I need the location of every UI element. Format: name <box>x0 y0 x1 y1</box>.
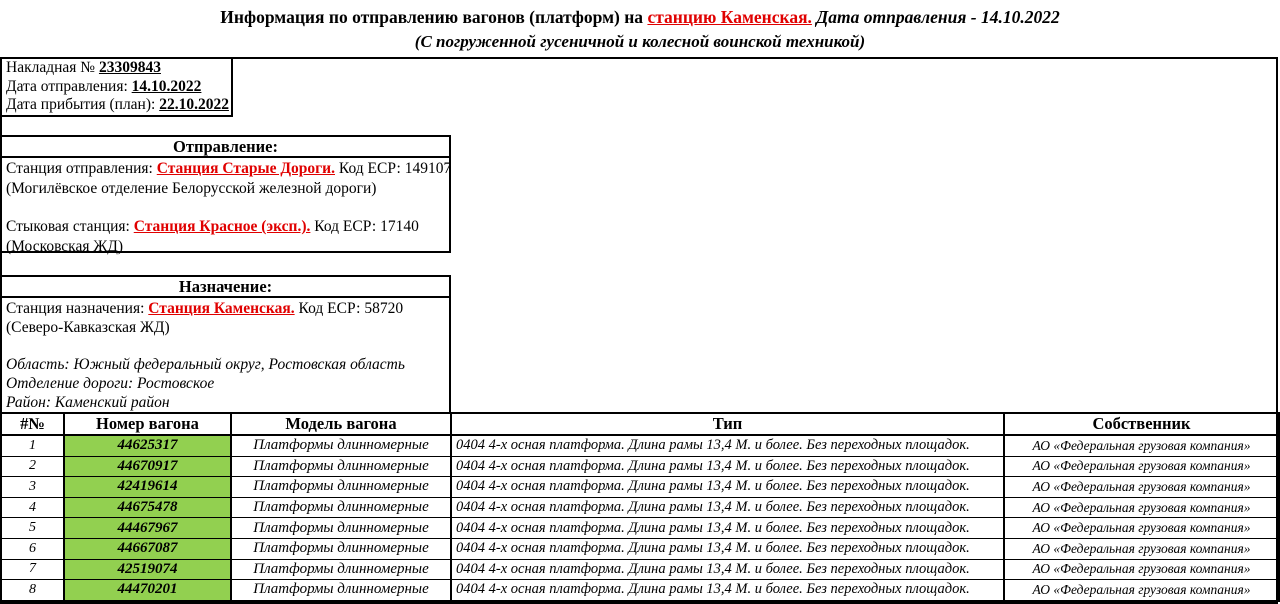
row-index-cell: 5 <box>1 518 64 539</box>
row-index-cell: 1 <box>1 435 64 456</box>
departure-station-line <box>6 159 452 179</box>
waybill-departure-line <box>6 78 227 97</box>
destination-body <box>2 298 449 413</box>
waybill-number-label: Накладная № <box>6 59 99 76</box>
table-row <box>1 580 1279 601</box>
wagon-owner-cell: АО «Федеральная грузовая компания» <box>1004 559 1279 580</box>
wagon-type-cell: 0404 4-х осная платформа. Длина рамы 13,4 М. и более. Без переходных площадок. <box>451 538 1004 559</box>
row-index-cell: 4 <box>1 497 64 518</box>
waybill-number-line <box>6 59 227 78</box>
junction-station-label: Стыковая станция: <box>6 218 134 235</box>
destination-region: Область: Южный федеральный округ, Ростовская область <box>6 356 405 373</box>
destination-station-note: (Северо-Кавказская ЖД) <box>6 319 170 336</box>
destination-station-line <box>6 299 445 318</box>
waybill-arrival-value: 22.10.2022 <box>159 96 229 113</box>
wagon-model-cell: Платформы длинномерные <box>231 477 451 498</box>
title-station-link[interactable]: станцию Каменская. <box>647 7 812 27</box>
title-departure-date: Дата отправления - 14.10.2022 <box>811 7 1060 27</box>
wagon-owner-cell: АО «Федеральная грузовая компания» <box>1004 456 1279 477</box>
wagon-number-cell: 44625317 <box>64 435 231 456</box>
wagon-owner-cell: АО «Федеральная грузовая компания» <box>1004 538 1279 559</box>
departure-station-label: Станция отправления: <box>6 160 157 177</box>
table-row <box>1 518 1279 539</box>
destination-station-link[interactable]: Станция Каменская. <box>148 300 295 317</box>
junction-station-code: Код ЕСР: 17140 <box>310 218 419 235</box>
wagon-model-cell: Платформы длинномерные <box>231 497 451 518</box>
wagon-number-cell: 42519074 <box>64 559 231 580</box>
waybill-number-value: 23309843 <box>98 59 161 76</box>
wagon-model-cell: Платформы длинномерные <box>231 580 451 601</box>
header-cell-type: Тип <box>451 413 1004 435</box>
junction-station-note: (Московская ЖД) <box>6 238 123 255</box>
departure-station-code: Код ЕСР: 149107 <box>335 160 452 177</box>
row-index-cell: 6 <box>1 538 64 559</box>
wagon-model-cell: Платформы длинномерные <box>231 456 451 477</box>
destination-box <box>0 275 451 412</box>
departure-header: Отправление: <box>2 137 449 158</box>
destination-station-code: Код ЕСР: 58720 <box>294 300 404 317</box>
wagon-model-cell: Платформы длинномерные <box>231 559 451 580</box>
table-row <box>1 435 1279 456</box>
wagon-owner-cell: АО «Федеральная грузовая компания» <box>1004 497 1279 518</box>
waybill-box <box>0 57 233 117</box>
wagon-owner-cell: АО «Федеральная грузовая компания» <box>1004 477 1279 498</box>
table-row <box>1 538 1279 559</box>
waybill-arrival-label: Дата прибытия (план): <box>6 96 160 113</box>
row-index-cell: 3 <box>1 477 64 498</box>
departure-body <box>2 158 452 258</box>
header-cell-wagon-number: Номер вагона <box>64 413 231 435</box>
destination-division: Отделение дороги: Ростовское <box>6 375 215 392</box>
row-index-cell: 7 <box>1 559 64 580</box>
wagon-model-cell: Платформы длинномерные <box>231 518 451 539</box>
wagon-type-cell: 0404 4-х осная платформа. Длина рамы 13,4 М. и более. Без переходных площадок. <box>451 518 1004 539</box>
destination-station-label: Станция назначения: <box>6 300 149 317</box>
wagon-table-body <box>1 435 1279 601</box>
junction-station-line <box>6 217 445 237</box>
table-row <box>1 477 1279 498</box>
spacer <box>6 199 445 217</box>
table-row <box>1 559 1279 580</box>
wagon-model-cell: Платформы длинномерные <box>231 538 451 559</box>
header-cell-model: Модель вагона <box>231 413 451 435</box>
title-prefix: Информация по отправлению вагонов (платформ) на <box>220 7 648 27</box>
wagon-type-cell: 0404 4-х осная платформа. Длина рамы 13,4 М. и более. Без переходных площадок. <box>451 456 1004 477</box>
destination-district: Район: Каменский район <box>6 394 170 411</box>
header-cell-owner: Собственник <box>1004 413 1279 435</box>
departure-box <box>0 135 451 253</box>
destination-header: Назначение: <box>2 277 449 298</box>
waybill-departure-value: 14.10.2022 <box>131 77 202 95</box>
wagon-type-cell: 0404 4-х осная платформа. Длина рамы 13,4 М. и более. Без переходных площадок. <box>451 477 1004 498</box>
row-index-cell: 8 <box>1 580 64 601</box>
wagon-number-cell: 44667087 <box>64 538 231 559</box>
wagon-number-cell: 44670917 <box>64 456 231 477</box>
table-header-row <box>1 413 1279 435</box>
table-row <box>1 456 1279 477</box>
wagon-owner-cell: АО «Федеральная грузовая компания» <box>1004 435 1279 456</box>
wagon-table <box>0 412 1280 602</box>
wagon-owner-cell: АО «Федеральная грузовая компания» <box>1004 518 1279 539</box>
waybill-departure-label: Дата отправления: <box>6 77 132 95</box>
table-row <box>1 497 1279 518</box>
junction-station-link[interactable]: Станция Красное (эксп.). <box>133 218 311 235</box>
wagon-type-cell: 0404 4-х осная платформа. Длина рамы 13,4 М. и более. Без переходных площадок. <box>451 580 1004 601</box>
wagon-type-cell: 0404 4-х осная платформа. Длина рамы 13,4 М. и более. Без переходных площадок. <box>451 435 1004 456</box>
wagon-number-cell: 44470201 <box>64 580 231 601</box>
wagon-number-cell: 44467967 <box>64 518 231 539</box>
page-subtitle: (С погруженной гусеничной и колесной воинской техникой) <box>414 32 866 51</box>
wagon-number-cell: 44675478 <box>64 497 231 518</box>
wagon-number-cell: 42419614 <box>64 477 231 498</box>
spacer <box>6 337 445 355</box>
page-title <box>0 7 1280 28</box>
wagon-type-cell: 0404 4-х осная платформа. Длина рамы 13,4 М. и более. Без переходных площадок. <box>451 559 1004 580</box>
row-index-cell: 2 <box>1 456 64 477</box>
wagon-owner-cell: АО «Федеральная грузовая компания» <box>1004 580 1279 601</box>
waybill-arrival-line <box>6 96 227 115</box>
departure-station-note: (Могилёвское отделение Белорусской железной дороги) <box>6 180 377 197</box>
departure-station-link[interactable]: Станция Старые Дороги. <box>156 160 335 177</box>
header-cell-index: #№ <box>1 413 64 435</box>
wagon-model-cell: Платформы длинномерные <box>231 435 451 456</box>
wagon-type-cell: 0404 4-х осная платформа. Длина рамы 13,4 М. и более. Без переходных площадок. <box>451 497 1004 518</box>
